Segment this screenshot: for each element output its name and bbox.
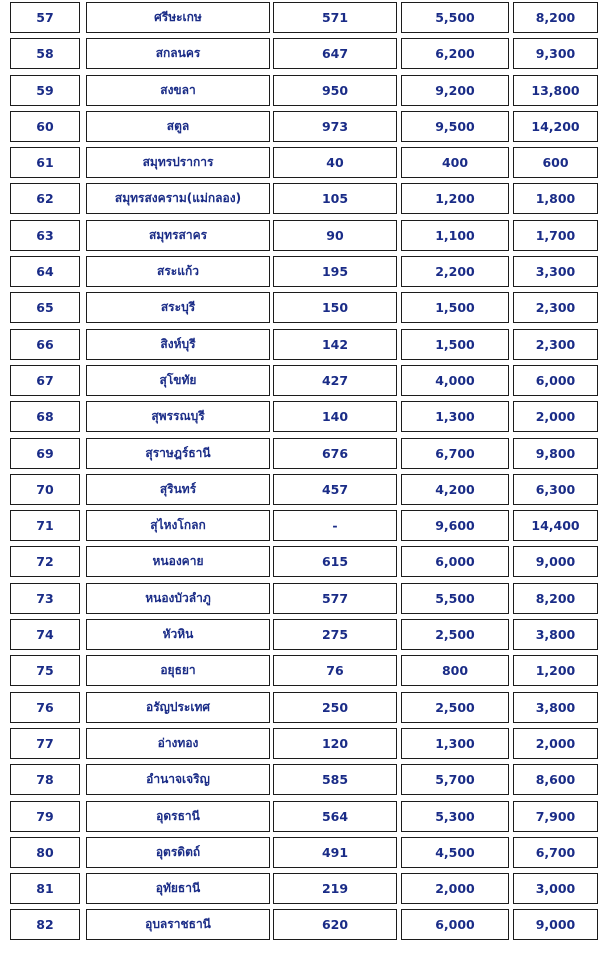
rate-cell: 6,700 <box>401 438 509 469</box>
table-row <box>0 544 611 580</box>
rate-cell: 2,500 <box>401 619 509 650</box>
row-number-cell: 71 <box>10 510 80 541</box>
distance-cell: 195 <box>273 256 397 287</box>
row-number-cell: 62 <box>10 183 80 214</box>
province-name-cell: สุโขทัย <box>86 365 270 396</box>
rate-alt-cell: 8,200 <box>513 583 598 614</box>
row-number-cell: 57 <box>10 2 80 33</box>
distance-cell: 150 <box>273 292 397 323</box>
rate-alt-cell: 7,900 <box>513 801 598 832</box>
row-number-cell: 66 <box>10 329 80 360</box>
table-row <box>0 508 611 544</box>
province-name-cell: สมุทรสงคราม(แม่กลอง) <box>86 183 270 214</box>
rate-alt-cell: 6,700 <box>513 837 598 868</box>
rate-cell: 1,100 <box>401 220 509 251</box>
rate-alt-cell: 3,000 <box>513 873 598 904</box>
province-name-cell: อุตรดิตถ์ <box>86 837 270 868</box>
distance-cell: 676 <box>273 438 397 469</box>
rate-cell: 6,200 <box>401 38 509 69</box>
rate-cell: 6,000 <box>401 909 509 940</box>
table-row <box>0 835 611 871</box>
province-name-cell: อุบลราชธานี <box>86 909 270 940</box>
rate-alt-cell: 2,300 <box>513 329 598 360</box>
province-name-cell: อุดรธานี <box>86 801 270 832</box>
rate-cell: 2,200 <box>401 256 509 287</box>
rate-alt-cell: 13,800 <box>513 75 598 106</box>
distance-cell: 76 <box>273 655 397 686</box>
province-name-cell: อุทัยธานี <box>86 873 270 904</box>
distance-cell: 564 <box>273 801 397 832</box>
distance-cell: 427 <box>273 365 397 396</box>
province-name-cell: สระแก้ว <box>86 256 270 287</box>
rate-alt-cell: 9,000 <box>513 546 598 577</box>
rate-cell: 9,200 <box>401 75 509 106</box>
province-name-cell: อรัญประเทศ <box>86 692 270 723</box>
row-number-cell: 69 <box>10 438 80 469</box>
rate-cell: 400 <box>401 147 509 178</box>
rate-cell: 2,500 <box>401 692 509 723</box>
row-number-cell: 72 <box>10 546 80 577</box>
row-number-cell: 68 <box>10 401 80 432</box>
row-number-cell: 81 <box>10 873 80 904</box>
rate-alt-cell: 3,300 <box>513 256 598 287</box>
rate-alt-cell: 9,800 <box>513 438 598 469</box>
rate-cell: 4,200 <box>401 474 509 505</box>
distance-cell: 571 <box>273 2 397 33</box>
rate-cell: 5,700 <box>401 764 509 795</box>
table-row <box>0 218 611 254</box>
row-number-cell: 64 <box>10 256 80 287</box>
table-row <box>0 581 611 617</box>
distance-cell: 140 <box>273 401 397 432</box>
distance-cell: 615 <box>273 546 397 577</box>
distance-cell: 577 <box>273 583 397 614</box>
province-name-cell: สกลนคร <box>86 38 270 69</box>
table-row <box>0 145 611 181</box>
row-number-cell: 80 <box>10 837 80 868</box>
row-number-cell: 76 <box>10 692 80 723</box>
table-row <box>0 36 611 72</box>
table-row <box>0 436 611 472</box>
table-row <box>0 653 611 689</box>
row-number-cell: 60 <box>10 111 80 142</box>
distance-cell: 973 <box>273 111 397 142</box>
table-row <box>0 363 611 399</box>
rate-cell: 2,000 <box>401 873 509 904</box>
rate-cell: 5,300 <box>401 801 509 832</box>
table-row <box>0 726 611 762</box>
province-name-cell: อยุธยา <box>86 655 270 686</box>
distance-cell: 457 <box>273 474 397 505</box>
rate-cell: 5,500 <box>401 583 509 614</box>
rate-alt-cell: 3,800 <box>513 619 598 650</box>
rate-cell: 4,000 <box>401 365 509 396</box>
rate-cell: 6,000 <box>401 546 509 577</box>
table-row <box>0 109 611 145</box>
province-name-cell: อ่างทอง <box>86 728 270 759</box>
province-name-cell: สิงห์บุรี <box>86 329 270 360</box>
table-row <box>0 327 611 363</box>
row-number-cell: 59 <box>10 75 80 106</box>
province-name-cell: ศรีษะเกษ <box>86 2 270 33</box>
province-name-cell: อำนาจเจริญ <box>86 764 270 795</box>
rate-alt-cell: 600 <box>513 147 598 178</box>
table-row <box>0 907 611 943</box>
province-name-cell: สุรินทร์ <box>86 474 270 505</box>
table-row <box>0 181 611 217</box>
row-number-cell: 82 <box>10 909 80 940</box>
province-name-cell: หนองบัวลำภู <box>86 583 270 614</box>
rate-alt-cell: 1,700 <box>513 220 598 251</box>
row-number-cell: 79 <box>10 801 80 832</box>
rate-alt-cell: 14,400 <box>513 510 598 541</box>
province-name-cell: สุไหงโกลก <box>86 510 270 541</box>
distance-cell: 647 <box>273 38 397 69</box>
distance-cell: 90 <box>273 220 397 251</box>
province-name-cell: สตูล <box>86 111 270 142</box>
row-number-cell: 73 <box>10 583 80 614</box>
row-number-cell: 75 <box>10 655 80 686</box>
rate-cell: 4,500 <box>401 837 509 868</box>
table-row <box>0 73 611 109</box>
table-row <box>0 399 611 435</box>
row-number-cell: 63 <box>10 220 80 251</box>
row-number-cell: 70 <box>10 474 80 505</box>
province-name-cell: สมุทรปราการ <box>86 147 270 178</box>
rate-cell: 9,600 <box>401 510 509 541</box>
province-name-cell: สมุทรสาคร <box>86 220 270 251</box>
distance-cell: 219 <box>273 873 397 904</box>
province-name-cell: หนองคาย <box>86 546 270 577</box>
row-number-cell: 67 <box>10 365 80 396</box>
distance-cell: 950 <box>273 75 397 106</box>
distance-cell: - <box>273 510 397 541</box>
distance-cell: 620 <box>273 909 397 940</box>
table-row <box>0 290 611 326</box>
rate-alt-cell: 3,800 <box>513 692 598 723</box>
distance-cell: 250 <box>273 692 397 723</box>
table-row <box>0 617 611 653</box>
rate-alt-cell: 2,000 <box>513 401 598 432</box>
table-row <box>0 690 611 726</box>
table-row <box>0 799 611 835</box>
rate-alt-cell: 9,000 <box>513 909 598 940</box>
rate-cell: 1,200 <box>401 183 509 214</box>
rate-alt-cell: 1,200 <box>513 655 598 686</box>
distance-cell: 585 <box>273 764 397 795</box>
rate-cell: 800 <box>401 655 509 686</box>
distance-cell: 40 <box>273 147 397 178</box>
distance-cell: 120 <box>273 728 397 759</box>
table-row <box>0 762 611 798</box>
rate-alt-cell: 8,600 <box>513 764 598 795</box>
rate-alt-cell: 2,300 <box>513 292 598 323</box>
distance-cell: 105 <box>273 183 397 214</box>
table-row <box>0 871 611 907</box>
rate-cell: 5,500 <box>401 2 509 33</box>
rate-alt-cell: 2,000 <box>513 728 598 759</box>
rate-cell: 1,500 <box>401 292 509 323</box>
rate-alt-cell: 9,300 <box>513 38 598 69</box>
rate-cell: 1,500 <box>401 329 509 360</box>
province-name-cell: สุพรรณบุรี <box>86 401 270 432</box>
row-number-cell: 78 <box>10 764 80 795</box>
rate-cell: 9,500 <box>401 111 509 142</box>
rate-alt-cell: 6,000 <box>513 365 598 396</box>
province-name-cell: หัวหิน <box>86 619 270 650</box>
rate-alt-cell: 6,300 <box>513 474 598 505</box>
row-number-cell: 74 <box>10 619 80 650</box>
province-name-cell: สงขลา <box>86 75 270 106</box>
distance-cell: 142 <box>273 329 397 360</box>
distance-cell: 275 <box>273 619 397 650</box>
rate-cell: 1,300 <box>401 401 509 432</box>
row-number-cell: 77 <box>10 728 80 759</box>
rate-cell: 1,300 <box>401 728 509 759</box>
row-number-cell: 65 <box>10 292 80 323</box>
rate-alt-cell: 14,200 <box>513 111 598 142</box>
table-row <box>0 0 611 36</box>
table-row <box>0 472 611 508</box>
province-name-cell: สุราษฎร์ธานี <box>86 438 270 469</box>
province-name-cell: สระบุรี <box>86 292 270 323</box>
rate-alt-cell: 1,800 <box>513 183 598 214</box>
row-number-cell: 61 <box>10 147 80 178</box>
distance-cell: 491 <box>273 837 397 868</box>
rate-alt-cell: 8,200 <box>513 2 598 33</box>
table-row <box>0 254 611 290</box>
row-number-cell: 58 <box>10 38 80 69</box>
